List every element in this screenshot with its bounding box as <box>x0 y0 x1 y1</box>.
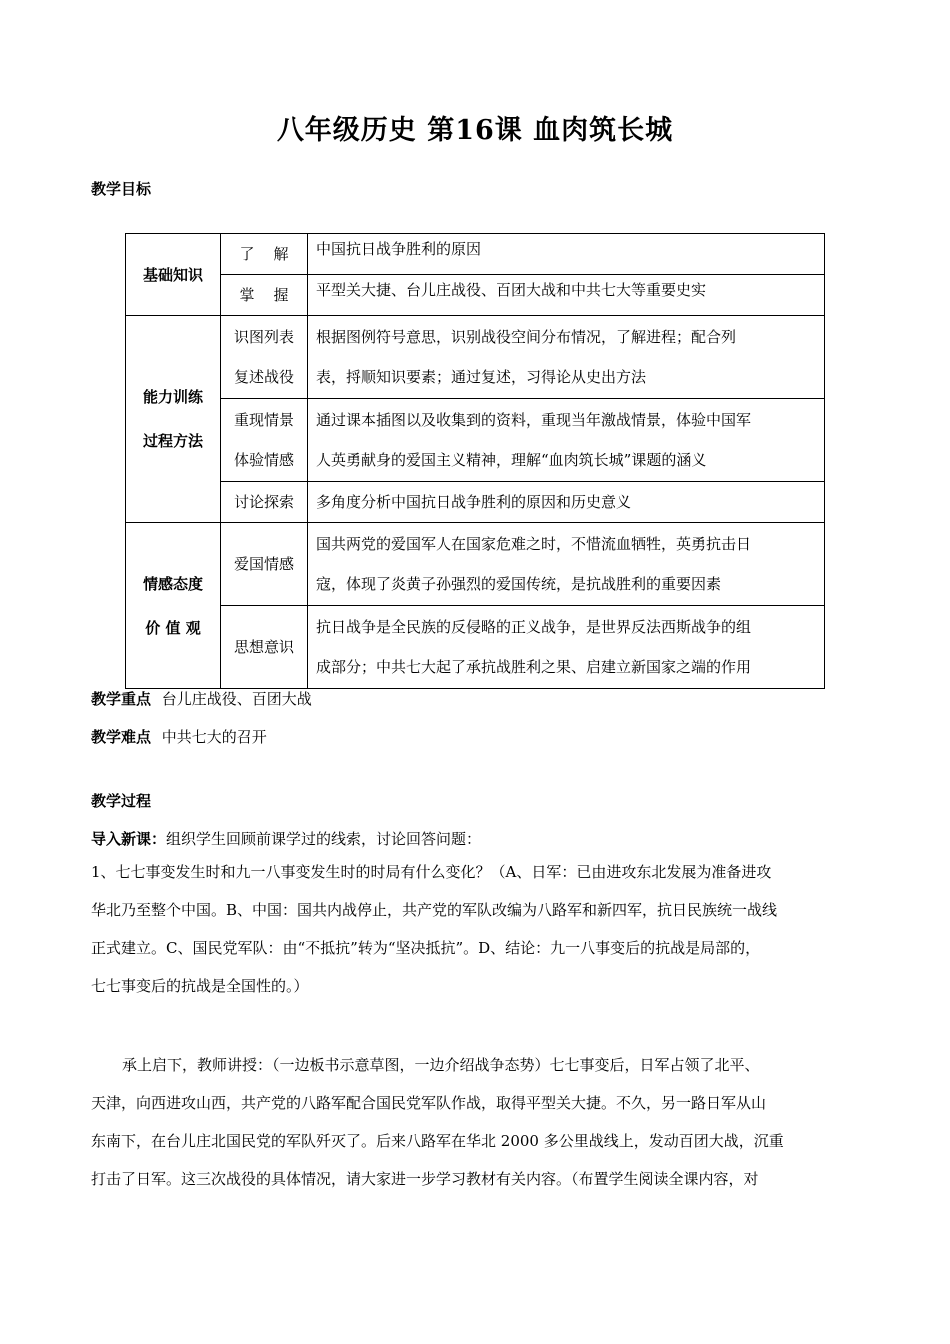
lecture-paragraph: 承上启下，教师讲授：（一边板书示意草图，一边介绍战争态势）七七事变后，日军占领了北平、 天津，向西进攻山西，共产党的八路军配合国民党军队作战，取得平型关大捷。不久，另一路日军从山 东南下，在台儿庄北国民党的军队歼灭了。后来八路军在华北 2000 多公里战线上，发动百团大战，沉重 打击了日军。这三次战役的具体情况，请大家进一步学习教材有关内容。（布置学生阅读全课内容，对 <box>91 1056 784 1188</box>
table-row <box>126 275 825 316</box>
sub-ideology: 思想意识 <box>221 606 308 689</box>
key-point <box>91 688 312 709</box>
desc-understand: 中国抗日战争胜利的原因 <box>308 234 825 275</box>
sub-discuss: 讨论探索 <box>221 482 308 523</box>
intro-text: 组织学生回顾前课学过的线索，讨论回答问题： <box>166 830 482 848</box>
desc-reenact: 通过课本插图以及收集到的资料，重现当年激战情景，体验中国军 人英勇献身的爱国主义精神，理解“血肉筑长城”课题的涵义 <box>308 399 825 482</box>
category-emotion: 情感态度 价 值 观 <box>126 523 221 689</box>
sub-reenact: 重现情景 体验情感 <box>221 399 308 482</box>
question-1: 1、七七事变发生时和九一八事变发生时的时局有什么变化？（A、日军：已由进攻东北发展为准备进攻 华北乃至整个中国。B、中国：国共内战停止，共产党的军队改编为八路军和新四军，抗日民族统一战线 正式建立。C、国民党军队：由“不抵抗”转为“坚决抵抗”。D、结论：九一八事变后的抗战是局部的， 七七事变后的抗战是全国性的。） <box>91 863 778 995</box>
page-title: 八年级历史 第16课 血肉筑长城 <box>276 115 674 146</box>
desc-ideology: 抗日战争是全民族的反侵略的正义战争，是世界反法西斯战争的组 成部分；中共七大起了承抗战胜利之果、启建立新国家之端的作用 <box>308 606 825 689</box>
process-heading: 教学过程 <box>91 792 152 810</box>
sub-understand: 了 解 <box>221 234 308 275</box>
intro-label: 导入新课： <box>91 830 167 848</box>
table-row <box>126 606 825 689</box>
category-ability: 能力训练 过程方法 <box>126 316 221 523</box>
objectives-table <box>125 233 825 689</box>
category-basic: 基础知识 <box>126 234 221 316</box>
table-row <box>126 523 825 606</box>
desc-discuss: 多角度分析中国抗日战争胜利的原因和历史意义 <box>308 482 825 523</box>
sub-map-reading: 识图列表 复述战役 <box>221 316 308 399</box>
sub-master: 掌 握 <box>221 275 308 316</box>
desc-master: 平型关大捷、台儿庄战役、百团大战和中共七大等重要史实 <box>308 275 825 316</box>
key-point-label: 教学重点 <box>91 690 152 708</box>
objectives-heading: 教学目标 <box>91 180 152 198</box>
difficult-point-text: 中共七大的召开 <box>161 728 267 746</box>
desc-patriotism: 国共两党的爱国军人在国家危难之时，不惜流血牺牲，英勇抗击日 寇，体现了炎黄子孙强烈的爱国传统，是抗战胜利的重要因素 <box>308 523 825 606</box>
table-row <box>126 399 825 482</box>
table-row <box>126 234 825 275</box>
difficult-point <box>91 726 267 747</box>
table-row <box>126 316 825 399</box>
intro-line <box>91 828 481 849</box>
desc-map-reading: 根据图例符号意思，识别战役空间分布情况，了解进程；配合列 表，捋顺知识要素；通过复述，习得论从史出方法 <box>308 316 825 399</box>
key-point-text: 台儿庄战役、百团大战 <box>161 690 312 708</box>
table-row <box>126 482 825 523</box>
difficult-point-label: 教学难点 <box>91 728 152 746</box>
sub-patriotism: 爱国情感 <box>221 523 308 606</box>
